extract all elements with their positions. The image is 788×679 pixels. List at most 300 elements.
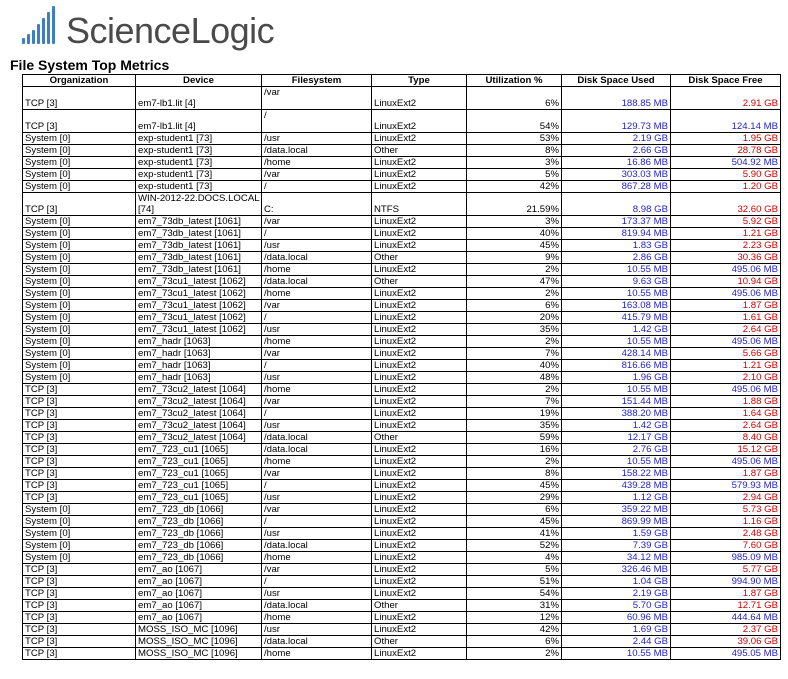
- device-name: em7_hadr [1063]: [138, 348, 211, 359]
- cell-device: [136, 600, 262, 612]
- table-row: [23, 612, 781, 624]
- cell-disk-space-used: 151.44 MB: [562, 396, 671, 408]
- cell-utilization: 59%: [467, 432, 562, 444]
- table-row: [23, 288, 781, 300]
- filesystem-path: /data.local: [264, 600, 308, 611]
- cell-disk-space-used: 1.12 GB: [562, 492, 671, 504]
- cell-filesystem: [262, 504, 372, 516]
- cell-utilization: 45%: [467, 240, 562, 252]
- cell-utilization: 52%: [467, 540, 562, 552]
- cell-device: [136, 588, 262, 600]
- cell-disk-space-used: 819.94 MB: [562, 228, 671, 240]
- device-name: em7_73cu1_latest [1062]: [138, 312, 246, 323]
- cell-disk-space-used: 10.55 MB: [562, 336, 671, 348]
- cell-filesystem: [262, 588, 372, 600]
- cell-disk-space-used: 163.08 MB: [562, 300, 671, 312]
- cell-disk-space-free: 1.20 GB: [671, 181, 781, 193]
- cell-type: LinuxExt2: [372, 612, 467, 624]
- cell-utilization: 41%: [467, 528, 562, 540]
- cell-utilization: 9%: [467, 252, 562, 264]
- cell-type: LinuxExt2: [372, 480, 467, 492]
- cell-filesystem: [262, 312, 372, 324]
- cell-device: [136, 312, 262, 324]
- cell-type: LinuxExt2: [372, 504, 467, 516]
- cell-disk-space-used: 12.17 GB: [562, 432, 671, 444]
- cell-organization: System [0]: [23, 348, 136, 360]
- cell-filesystem: [262, 240, 372, 252]
- table-row: [23, 372, 781, 384]
- cell-organization: TCP [3]: [23, 480, 136, 492]
- filesystem-path: /var: [264, 169, 280, 180]
- cell-utilization: 53%: [467, 133, 562, 145]
- cell-utilization: 12%: [467, 612, 562, 624]
- device-name: em7_ao [1067]: [138, 612, 203, 623]
- cell-organization: System [0]: [23, 540, 136, 552]
- cell-filesystem: [262, 624, 372, 636]
- cell-utilization: 35%: [467, 324, 562, 336]
- cell-disk-space-free: 1.16 GB: [671, 516, 781, 528]
- cell-disk-space-free: 2.23 GB: [671, 240, 781, 252]
- filesystem-path: /data.local: [264, 444, 308, 455]
- device-name: em7_73cu2_latest [1064]: [138, 408, 246, 419]
- device-name: exp-student1 [73]: [138, 181, 213, 192]
- cell-device: [136, 372, 262, 384]
- cell-utilization: 42%: [467, 624, 562, 636]
- device-name: em7-lb1.lit [4]: [138, 121, 196, 132]
- table-row: [23, 276, 781, 288]
- table-row: [23, 636, 781, 648]
- cell-disk-space-used: 2.66 GB: [562, 145, 671, 157]
- cell-filesystem: [262, 372, 372, 384]
- cell-type: Other: [372, 145, 467, 157]
- cell-organization: System [0]: [23, 324, 136, 336]
- cell-disk-space-used: 326.46 MB: [562, 564, 671, 576]
- cell-type: LinuxExt2: [372, 133, 467, 145]
- device-name: exp-student1 [73]: [138, 145, 213, 156]
- cell-utilization: 2%: [467, 288, 562, 300]
- cell-utilization: 6%: [467, 300, 562, 312]
- cell-disk-space-free: 1.88 GB: [671, 396, 781, 408]
- filesystem-path: /home: [264, 384, 291, 395]
- cell-type: LinuxExt2: [372, 408, 467, 420]
- cell-utilization: 2%: [467, 336, 562, 348]
- cell-type: Other: [372, 636, 467, 648]
- cell-disk-space-free: 2.10 GB: [671, 372, 781, 384]
- filesystem-path: /usr: [264, 624, 280, 635]
- device-name: em7_73cu1_latest [1062]: [138, 276, 246, 287]
- cell-type: LinuxExt2: [372, 288, 467, 300]
- cell-organization: System [0]: [23, 288, 136, 300]
- cell-organization: TCP [3]: [23, 420, 136, 432]
- cell-disk-space-used: 415.79 MB: [562, 312, 671, 324]
- cell-disk-space-free: 495.06 MB: [671, 336, 781, 348]
- cell-organization: TCP [3]: [23, 576, 136, 588]
- table-row: [23, 588, 781, 600]
- filesystem-path: /data.local: [264, 276, 308, 287]
- cell-utilization: 5%: [467, 564, 562, 576]
- filesystem-path: /home: [264, 288, 291, 299]
- cell-device: [136, 528, 262, 540]
- cell-type: LinuxExt2: [372, 264, 467, 276]
- cell-device: [136, 348, 262, 360]
- filesystem-path: /data.local: [264, 636, 308, 647]
- cell-filesystem: [262, 444, 372, 456]
- cell-organization: TCP [3]: [23, 648, 136, 660]
- table-row: [23, 348, 781, 360]
- device-name: em7_ao [1067]: [138, 600, 203, 611]
- cell-utilization: 29%: [467, 492, 562, 504]
- cell-utilization: 51%: [467, 576, 562, 588]
- filesystem-path: /: [264, 576, 267, 587]
- cell-device: [136, 480, 262, 492]
- cell-organization: TCP [3]: [23, 87, 136, 110]
- cell-type: LinuxExt2: [372, 228, 467, 240]
- cell-type: LinuxExt2: [372, 528, 467, 540]
- cell-organization: System [0]: [23, 516, 136, 528]
- cell-device: [136, 648, 262, 660]
- cell-device: [136, 420, 262, 432]
- table-row: [23, 444, 781, 456]
- cell-filesystem: [262, 300, 372, 312]
- cell-organization: System [0]: [23, 157, 136, 169]
- cell-utilization: 4%: [467, 552, 562, 564]
- cell-organization: System [0]: [23, 240, 136, 252]
- filesystem-path: /usr: [264, 492, 280, 503]
- cell-type: LinuxExt2: [372, 216, 467, 228]
- cell-organization: TCP [3]: [23, 408, 136, 420]
- cell-organization: System [0]: [23, 276, 136, 288]
- table-row: [23, 456, 781, 468]
- cell-disk-space-used: 2.76 GB: [562, 444, 671, 456]
- cell-disk-space-free: 8.40 GB: [671, 432, 781, 444]
- cell-type: LinuxExt2: [372, 336, 467, 348]
- cell-disk-space-free: 2.91 GB: [671, 87, 781, 110]
- cell-disk-space-used: 129.73 MB: [562, 110, 671, 133]
- device-name: em7_723_cu1 [1065]: [138, 480, 229, 491]
- table-row: [23, 492, 781, 504]
- cell-device: [136, 110, 262, 133]
- cell-filesystem: [262, 492, 372, 504]
- filesystem-path: /data.local: [264, 540, 308, 551]
- cell-disk-space-used: 188.85 MB: [562, 87, 671, 110]
- cell-device: [136, 181, 262, 193]
- device-name: [74]: [138, 204, 155, 215]
- cell-utilization: 2%: [467, 384, 562, 396]
- table-row: [23, 216, 781, 228]
- cell-utilization: 2%: [467, 264, 562, 276]
- cell-type: LinuxExt2: [372, 240, 467, 252]
- cell-utilization: 6%: [467, 636, 562, 648]
- device-name: exp-student1 [73]: [138, 169, 213, 180]
- cell-filesystem: [262, 636, 372, 648]
- cell-disk-space-used: 10.55 MB: [562, 288, 671, 300]
- cell-type: LinuxExt2: [372, 576, 467, 588]
- cell-disk-space-free: 12.71 GB: [671, 600, 781, 612]
- cell-organization: TCP [3]: [23, 612, 136, 624]
- cell-disk-space-free: 39.06 GB: [671, 636, 781, 648]
- cell-disk-space-used: 158.22 MB: [562, 468, 671, 480]
- table-row: [23, 528, 781, 540]
- filesystem-path: /: [264, 480, 267, 491]
- cell-disk-space-used: 34.12 MB: [562, 552, 671, 564]
- cell-organization: System [0]: [23, 300, 136, 312]
- cell-disk-space-used: 10.55 MB: [562, 456, 671, 468]
- cell-device: [136, 228, 262, 240]
- device-name: em7_hadr [1063]: [138, 360, 211, 371]
- filesystem-path: /var: [264, 348, 280, 359]
- table-row: [23, 624, 781, 636]
- cell-disk-space-free: 1.64 GB: [671, 408, 781, 420]
- device-name: em7_hadr [1063]: [138, 372, 211, 383]
- cell-device: [136, 324, 262, 336]
- cell-utilization: 2%: [467, 648, 562, 660]
- cell-organization: System [0]: [23, 145, 136, 157]
- cell-device: [136, 157, 262, 169]
- device-name: em7_73cu2_latest [1064]: [138, 432, 246, 443]
- cell-filesystem: [262, 157, 372, 169]
- cell-disk-space-used: 1.04 GB: [562, 576, 671, 588]
- cell-utilization: 6%: [467, 504, 562, 516]
- cell-type: LinuxExt2: [372, 181, 467, 193]
- cell-disk-space-free: 444.64 MB: [671, 612, 781, 624]
- table-row: [23, 576, 781, 588]
- cell-utilization: 5%: [467, 169, 562, 181]
- cell-filesystem: [262, 516, 372, 528]
- table-row: [23, 240, 781, 252]
- filesystem-path: /var: [264, 87, 280, 98]
- cell-organization: System [0]: [23, 372, 136, 384]
- filesystem-path: C:: [264, 204, 274, 215]
- cell-organization: System [0]: [23, 252, 136, 264]
- cell-device: [136, 636, 262, 648]
- cell-type: LinuxExt2: [372, 588, 467, 600]
- cell-type: LinuxExt2: [372, 87, 467, 110]
- cell-disk-space-free: 2.64 GB: [671, 324, 781, 336]
- device-name: em7_723_db [1066]: [138, 540, 224, 551]
- cell-utilization: 21.59%: [467, 193, 562, 216]
- cell-utilization: 54%: [467, 110, 562, 133]
- table-row: [23, 145, 781, 157]
- cell-utilization: 7%: [467, 348, 562, 360]
- filesystem-path: /usr: [264, 588, 280, 599]
- cell-filesystem: [262, 216, 372, 228]
- cell-organization: System [0]: [23, 504, 136, 516]
- filesystem-path: /home: [264, 612, 291, 623]
- cell-disk-space-free: 985.09 MB: [671, 552, 781, 564]
- device-name: MOSS_ISO_MC [1096]: [138, 624, 238, 635]
- cell-device: [136, 396, 262, 408]
- cell-type: LinuxExt2: [372, 552, 467, 564]
- filesystem-path: /usr: [264, 133, 280, 144]
- cell-filesystem: [262, 468, 372, 480]
- cell-disk-space-free: 10.94 GB: [671, 276, 781, 288]
- cell-device: [136, 576, 262, 588]
- cell-organization: TCP [3]: [23, 193, 136, 216]
- cell-disk-space-free: 5.73 GB: [671, 504, 781, 516]
- cell-type: LinuxExt2: [372, 456, 467, 468]
- table-row: [23, 504, 781, 516]
- filesystem-path: /: [264, 228, 267, 239]
- cell-utilization: 45%: [467, 480, 562, 492]
- table-row: [23, 264, 781, 276]
- cell-disk-space-used: 2.44 GB: [562, 636, 671, 648]
- cell-disk-space-used: 1.96 GB: [562, 372, 671, 384]
- cell-filesystem: [262, 384, 372, 396]
- cell-disk-space-free: 7.60 GB: [671, 540, 781, 552]
- cell-organization: TCP [3]: [23, 110, 136, 133]
- cell-disk-space-used: 428.14 MB: [562, 348, 671, 360]
- device-name: MOSS_ISO_MC [1096]: [138, 636, 238, 647]
- cell-type: Other: [372, 600, 467, 612]
- column-header-type: Type: [372, 75, 467, 87]
- device-name: em7_73cu2_latest [1064]: [138, 384, 246, 395]
- table-row: [23, 360, 781, 372]
- column-header-filesystem: Filesystem: [262, 75, 372, 87]
- cell-utilization: 7%: [467, 396, 562, 408]
- cell-disk-space-used: 173.37 MB: [562, 216, 671, 228]
- cell-filesystem: [262, 348, 372, 360]
- table-row: [23, 228, 781, 240]
- cell-filesystem: [262, 169, 372, 181]
- cell-device: [136, 552, 262, 564]
- cell-type: LinuxExt2: [372, 312, 467, 324]
- table-row: [23, 110, 781, 133]
- cell-organization: System [0]: [23, 360, 136, 372]
- filesystem-path: /home: [264, 264, 291, 275]
- device-name: em7_723_cu1 [1065]: [138, 456, 229, 467]
- device-name: em7_73db_latest [1061]: [138, 240, 241, 251]
- device-name: em7_73db_latest [1061]: [138, 264, 241, 275]
- logo-wordmark: ScienceLogic: [66, 10, 275, 51]
- device-name: em7_723_cu1 [1065]: [138, 444, 229, 455]
- cell-utilization: 3%: [467, 216, 562, 228]
- cell-type: LinuxExt2: [372, 516, 467, 528]
- device-name: em7_723_cu1 [1065]: [138, 492, 229, 503]
- cell-organization: System [0]: [23, 528, 136, 540]
- cell-filesystem: [262, 456, 372, 468]
- cell-filesystem: [262, 181, 372, 193]
- cell-organization: TCP [3]: [23, 396, 136, 408]
- cell-type: LinuxExt2: [372, 648, 467, 660]
- cell-disk-space-used: 816.66 MB: [562, 360, 671, 372]
- cell-filesystem: [262, 408, 372, 420]
- cell-filesystem: [262, 252, 372, 264]
- cell-disk-space-free: 5.66 GB: [671, 348, 781, 360]
- filesystem-path: /: [264, 360, 267, 371]
- cell-type: LinuxExt2: [372, 348, 467, 360]
- cell-filesystem: [262, 87, 372, 110]
- cell-device: [136, 145, 262, 157]
- table-row: [23, 648, 781, 660]
- cell-disk-space-free: 5.92 GB: [671, 216, 781, 228]
- cell-disk-space-free: 2.37 GB: [671, 624, 781, 636]
- cell-filesystem: [262, 133, 372, 145]
- filesystem-path: /var: [264, 396, 280, 407]
- device-name: em7_73cu2_latest [1064]: [138, 396, 246, 407]
- cell-organization: TCP [3]: [23, 432, 136, 444]
- cell-disk-space-free: 495.06 MB: [671, 288, 781, 300]
- cell-filesystem: [262, 336, 372, 348]
- cell-disk-space-used: 2.19 GB: [562, 588, 671, 600]
- cell-disk-space-free: 495.06 MB: [671, 384, 781, 396]
- cell-type: LinuxExt2: [372, 564, 467, 576]
- cell-type: LinuxExt2: [372, 110, 467, 133]
- cell-organization: TCP [3]: [23, 492, 136, 504]
- table-row: [23, 157, 781, 169]
- cell-utilization: 3%: [467, 157, 562, 169]
- cell-type: LinuxExt2: [372, 540, 467, 552]
- cell-disk-space-free: 5.90 GB: [671, 169, 781, 181]
- column-header-device: Device: [136, 75, 262, 87]
- filesystem-path: /data.local: [264, 432, 308, 443]
- cell-filesystem: [262, 264, 372, 276]
- cell-filesystem: [262, 324, 372, 336]
- cell-type: LinuxExt2: [372, 372, 467, 384]
- cell-utilization: 8%: [467, 145, 562, 157]
- cell-device: [136, 468, 262, 480]
- cell-disk-space-used: 10.55 MB: [562, 264, 671, 276]
- cell-type: LinuxExt2: [372, 444, 467, 456]
- device-name: em7_73cu2_latest [1064]: [138, 420, 246, 431]
- cell-organization: System [0]: [23, 181, 136, 193]
- table-row: [23, 384, 781, 396]
- cell-filesystem: [262, 540, 372, 552]
- cell-type: LinuxExt2: [372, 468, 467, 480]
- cell-utilization: 40%: [467, 360, 562, 372]
- cell-disk-space-free: 124.14 MB: [671, 110, 781, 133]
- filesystem-path: /usr: [264, 372, 280, 383]
- cell-device: [136, 504, 262, 516]
- table-row: [23, 133, 781, 145]
- cell-disk-space-free: 1.21 GB: [671, 228, 781, 240]
- cell-device: [136, 264, 262, 276]
- cell-organization: TCP [3]: [23, 624, 136, 636]
- device-name: em7_ao [1067]: [138, 564, 203, 575]
- column-header-disk-space-used: Disk Space Used: [562, 75, 671, 87]
- filesystem-path: /usr: [264, 324, 280, 335]
- cell-type: NTFS: [372, 193, 467, 216]
- cell-disk-space-used: 867.28 MB: [562, 181, 671, 193]
- cell-filesystem: [262, 648, 372, 660]
- cell-type: LinuxExt2: [372, 324, 467, 336]
- cell-filesystem: [262, 420, 372, 432]
- cell-disk-space-free: 1.61 GB: [671, 312, 781, 324]
- cell-organization: TCP [3]: [23, 564, 136, 576]
- filesystem-path: /home: [264, 336, 291, 347]
- cell-disk-space-free: 28.78 GB: [671, 145, 781, 157]
- cell-disk-space-free: 1.87 GB: [671, 300, 781, 312]
- device-name: em7_723_cu1 [1065]: [138, 468, 229, 479]
- cell-type: Other: [372, 432, 467, 444]
- file-system-metrics-table: [22, 74, 781, 660]
- table-row: [23, 408, 781, 420]
- table-row: [23, 300, 781, 312]
- table-row: [23, 312, 781, 324]
- device-name: em7_73db_latest [1061]: [138, 252, 241, 263]
- cell-device: [136, 408, 262, 420]
- cell-utilization: 16%: [467, 444, 562, 456]
- cell-disk-space-used: 1.83 GB: [562, 240, 671, 252]
- device-name: em7-lb1.lit [4]: [138, 98, 196, 109]
- table-row: [23, 552, 781, 564]
- cell-disk-space-used: 439.28 MB: [562, 480, 671, 492]
- cell-utilization: 2%: [467, 456, 562, 468]
- cell-device: [136, 193, 262, 216]
- cell-device: [136, 169, 262, 181]
- cell-organization: TCP [3]: [23, 600, 136, 612]
- cell-utilization: 42%: [467, 181, 562, 193]
- cell-organization: System [0]: [23, 228, 136, 240]
